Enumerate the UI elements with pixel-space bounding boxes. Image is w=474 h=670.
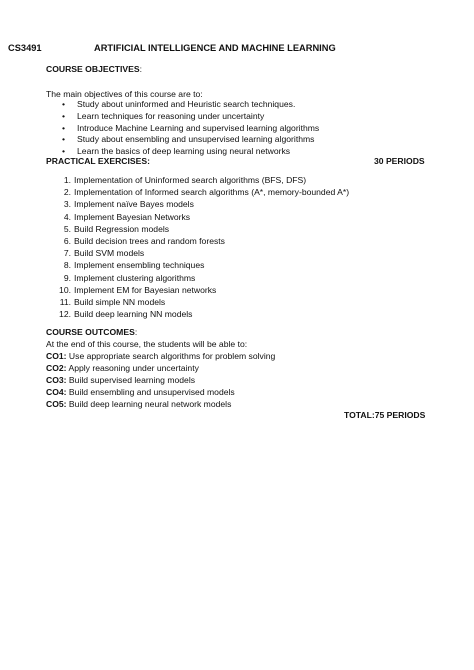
exercise-number: 7. bbox=[63, 248, 71, 259]
outcome-item bbox=[46, 351, 275, 362]
outcome-text: Build ensembling and unsupervised models bbox=[66, 386, 235, 397]
exercise-text: Implement EM for Bayesian networks bbox=[74, 284, 217, 295]
exercise-item bbox=[46, 260, 204, 271]
outcome-item bbox=[46, 399, 231, 410]
outcomes-heading-wrap bbox=[46, 327, 137, 337]
bullet-icon: • bbox=[62, 122, 66, 133]
objective-text: Study about ensembling and unsupervised learning algorithms bbox=[77, 134, 315, 145]
exercise-text: Build Regression models bbox=[74, 223, 170, 234]
exercise-item bbox=[46, 273, 195, 284]
exercise-number: 11. bbox=[59, 297, 71, 307]
outcomes-heading-colon: : bbox=[134, 327, 138, 337]
exercise-number: 5. bbox=[63, 223, 71, 234]
objective-text: Introduce Machine Learning and supervised learning algorithms bbox=[77, 122, 320, 133]
exercises-periods: 30 PERIODS bbox=[374, 156, 425, 166]
outcome-code: CO2: bbox=[46, 362, 67, 373]
objective-item bbox=[62, 111, 264, 122]
outcome-item bbox=[46, 363, 199, 374]
bullet-icon: • bbox=[62, 146, 66, 157]
exercise-item bbox=[46, 175, 306, 186]
exercise-item bbox=[46, 187, 349, 198]
exercise-text: Implement Bayesian Networks bbox=[74, 211, 191, 222]
exercise-item bbox=[46, 199, 194, 210]
exercise-text: Implementation of Uninformed search algorithms (BFS, DFS) bbox=[74, 175, 307, 185]
objective-item bbox=[62, 134, 314, 145]
exercise-number: 2. bbox=[63, 187, 71, 198]
exercise-number: 1. bbox=[63, 175, 71, 185]
exercise-item bbox=[46, 309, 192, 320]
course-title: ARTIFICIAL INTELLIGENCE AND MACHINE LEARNING bbox=[94, 43, 336, 53]
exercise-number: 3. bbox=[63, 199, 71, 210]
exercise-number: 10. bbox=[59, 284, 71, 295]
exercise-number: 12. bbox=[59, 309, 71, 320]
objective-item bbox=[62, 123, 319, 134]
course-code: CS3491 bbox=[8, 43, 42, 53]
outcome-item bbox=[46, 375, 195, 386]
bullet-icon: • bbox=[62, 110, 66, 121]
exercise-item bbox=[46, 285, 216, 296]
objective-text: Learn techniques for reasoning under uncertainty bbox=[77, 110, 265, 121]
exercise-text: Implement ensembling techniques bbox=[74, 260, 205, 271]
exercise-text: Build decision trees and random forests bbox=[74, 236, 225, 246]
exercise-item bbox=[46, 236, 225, 247]
objectives-heading-colon: : bbox=[139, 64, 143, 74]
bullet-icon: • bbox=[62, 99, 66, 109]
exercise-number: 8. bbox=[63, 260, 71, 271]
objectives-heading-b: OBJECTIVES bbox=[85, 64, 140, 74]
exercise-item bbox=[46, 224, 169, 235]
exercise-number: 6. bbox=[63, 236, 71, 246]
exercise-text: Build SVM models bbox=[74, 248, 145, 259]
exercise-number: 9. bbox=[63, 272, 71, 283]
objective-text: Learn the basics of deep learning using neural networks bbox=[77, 146, 291, 157]
bullet-icon: • bbox=[62, 134, 66, 145]
objectives-intro: The main objectives of this course are to: bbox=[46, 89, 203, 99]
outcome-text: Build deep learning neural network models bbox=[66, 398, 232, 409]
exercise-text: Build deep learning NN models bbox=[74, 309, 193, 320]
exercise-text: Build simple NN models bbox=[74, 297, 166, 307]
exercise-number: 4. bbox=[63, 211, 71, 222]
outcome-item bbox=[46, 387, 235, 398]
objective-text: Study about uninformed and Heuristic search techniques. bbox=[77, 99, 296, 109]
outcome-code: CO4: bbox=[46, 386, 67, 397]
exercise-text: Implementation of Informed search algorithms (A*, memory-bounded A*) bbox=[74, 187, 350, 198]
outcome-code: CO5: bbox=[46, 398, 67, 409]
exercise-text: Implement naïve Bayes models bbox=[74, 199, 194, 210]
total-periods: TOTAL:75 PERIODS bbox=[344, 410, 426, 420]
outcomes-intro: At the end of this course, the students will be able to: bbox=[46, 339, 248, 349]
exercise-item bbox=[46, 248, 144, 259]
outcome-text: Apply reasoning under uncertainty bbox=[66, 362, 199, 373]
exercise-item bbox=[46, 297, 165, 308]
outcome-code: CO3: bbox=[46, 374, 67, 385]
outcome-text: Use appropriate search algorithms for problem solving bbox=[66, 351, 276, 361]
exercise-text: Implement clustering algorithms bbox=[74, 272, 196, 283]
objectives-heading bbox=[46, 64, 142, 74]
exercises-heading: PRACTICAL EXERCISES: bbox=[46, 156, 150, 166]
outcome-text: Build supervised learning models bbox=[66, 374, 196, 385]
exercise-item bbox=[46, 212, 190, 223]
outcome-code: CO1: bbox=[46, 351, 67, 361]
objective-item bbox=[62, 99, 295, 110]
objectives-heading-a: COURSE bbox=[46, 64, 83, 74]
outcomes-heading: COURSE OUTCOMES bbox=[46, 327, 135, 337]
